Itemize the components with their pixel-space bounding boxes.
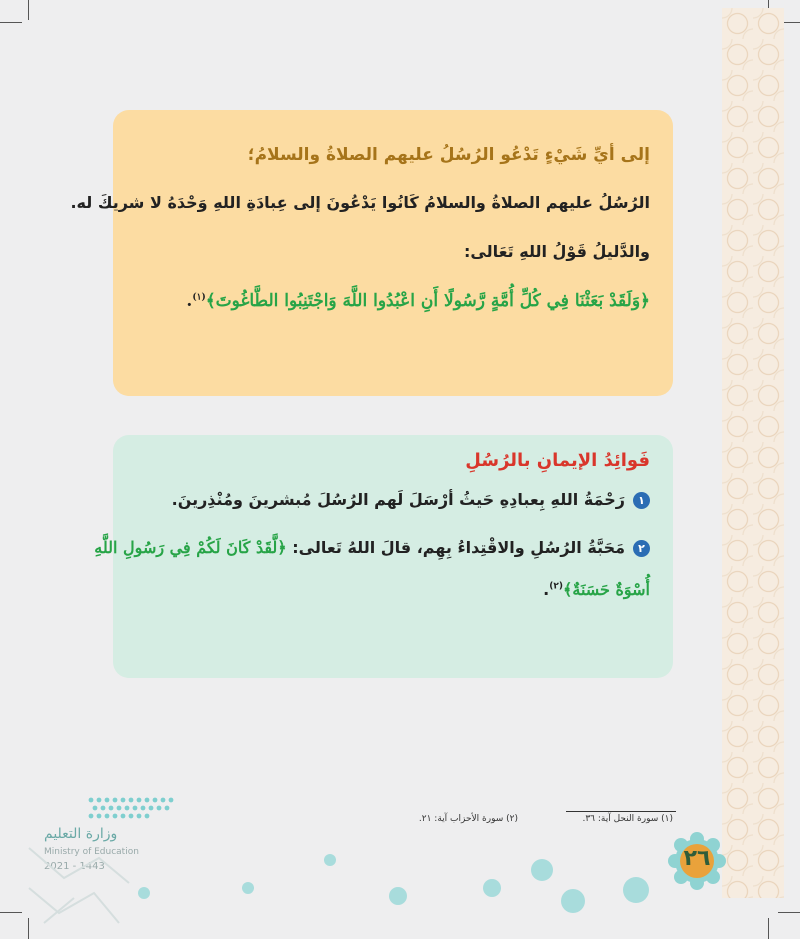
- page-number-badge: [662, 832, 732, 890]
- crop-mark: [28, 0, 29, 20]
- rosette-icon: [136, 885, 152, 901]
- crop-mark: [768, 918, 769, 939]
- ministry-year: 2021 - 1443: [44, 861, 105, 872]
- crop-mark: [0, 912, 22, 913]
- footnote: (٢) سورة الأحزاب آية: ٢١.: [418, 814, 518, 824]
- list-item-text: مَحَبَّةُ الرُسُلِ والاقْتِداءُ بِهِم، قالَ اللهُ تَعالى:: [286, 538, 625, 557]
- body-text: والدَّليلُ قَوْلُ اللهِ تَعَالى:: [464, 242, 650, 261]
- page-number: ٢٦: [683, 846, 711, 871]
- list-item: [172, 490, 650, 509]
- rosette-icon: [528, 856, 556, 884]
- ministry-logo-icon: [86, 795, 186, 821]
- verse-end: .: [543, 580, 550, 599]
- footnote-ref: (١): [192, 292, 206, 303]
- footnote-ref: (٢): [549, 581, 563, 592]
- rosette-icon: [558, 886, 588, 916]
- decorative-lines-icon: [24, 838, 134, 928]
- rosette-icon: [386, 884, 410, 908]
- quran-verse: ﴿لَّقَدْ كَانَ لَكُمْ فِي رَسُولِ اللَّهِ: [94, 538, 287, 557]
- rosette-icon: [322, 852, 338, 868]
- list-item: [94, 538, 650, 557]
- verse-text: ﴿وَلَقَدْ بَعَثْنَا فِي كُلِّ أُمَّةٍ رَّسُولًا أَنِ اعْبُدُوا اللَّهَ وَاجْتَنِبُوا الطَّاغُوتَ﴾: [205, 291, 650, 311]
- quran-verse: أُسْوَةٌ حَسَنَةٌ﴾: [562, 580, 650, 599]
- footnote-divider: [566, 811, 676, 812]
- rosette-icon: [480, 876, 504, 900]
- quran-verse: [186, 290, 650, 311]
- list-number-badge: ٢: [633, 540, 650, 557]
- crop-mark: [0, 22, 22, 23]
- section-heading: فَوائِدُ الإيمانِ بالرُسُلِ: [465, 450, 650, 471]
- rosette-icon: [240, 880, 256, 896]
- ministry-name-english: Ministry of Education: [44, 847, 139, 857]
- ministry-name-arabic: وزارة التعليم: [44, 826, 118, 842]
- section-heading: إلى أيِّ شَيْءٍ تَدْعُو الرُسُلُ عليهم الصلاةُ والسلامُ؛: [247, 145, 650, 165]
- list-item-continuation: [543, 580, 650, 599]
- body-text: الرُسُلُ عليهم الصلاةُ والسلامُ كَانُوا يَدْعُونَ إلى عِبادَةِ اللهِ وَحْدَهُ لا شريكَ له.: [70, 193, 650, 212]
- verse-end: .: [186, 291, 193, 311]
- footnote: (١) سورة النحل آية: ٣٦.: [582, 814, 673, 824]
- crop-mark: [778, 912, 800, 913]
- rosette-icon: [620, 874, 652, 906]
- list-item-text: رَحْمَةُ اللهِ بِعبادِهِ حَيثُ أرْسَلَ لَهم الرُسُلَ مُبشرينَ ومُنْذِرينَ.: [171, 490, 625, 509]
- list-number-badge: ١: [633, 492, 650, 509]
- decorative-pattern-strip: [722, 8, 784, 898]
